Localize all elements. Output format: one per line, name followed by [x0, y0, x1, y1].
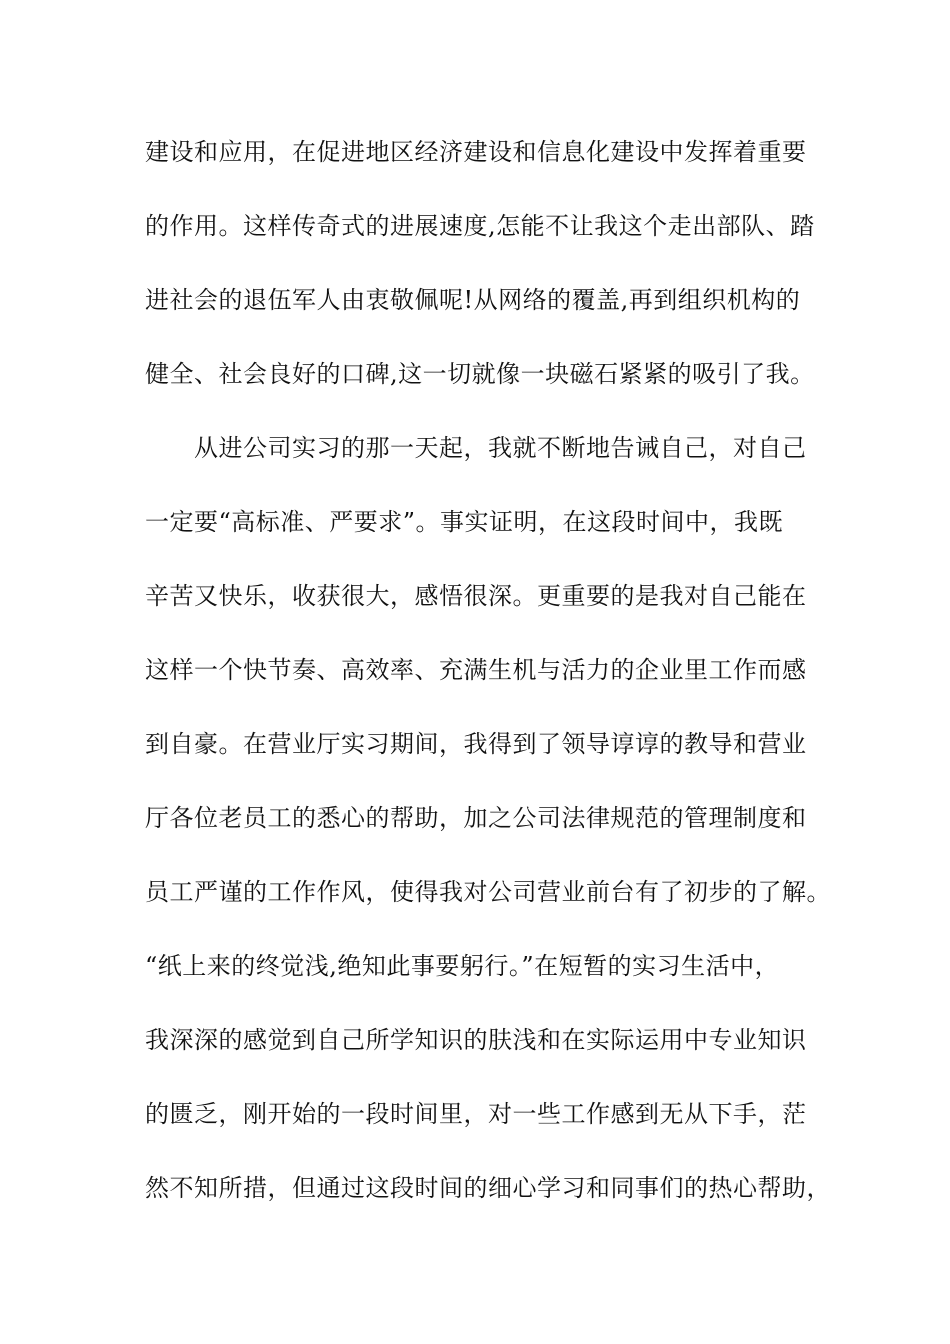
text-line-5: 从进公司实习的那一天起，我就不断地告诫自己，对自己: [145, 434, 807, 462]
text-line-7: 辛苦又快乐，收获很大，感悟很深。更重要的是我对自己能在: [145, 582, 807, 610]
text-line-9: 到自豪。在营业厅实习期间，我得到了领导谆谆的教导和营业: [145, 730, 807, 758]
text-line-13: 我深深的感觉到自己所学知识的肤浅和在实际运用中专业知识: [145, 1026, 807, 1054]
text-line-8: 这样一个快节奏、高效率、充满生机与活力的企业里工作而感: [145, 656, 807, 684]
text-line-2: 的作用。这样传奇式的进展速度,怎能不让我这个走出部队、踏: [145, 212, 815, 240]
text-line-11: 员工严谨的工作作风，使得我对公司营业前台有了初步的了解。: [145, 878, 831, 906]
text-line-4: 健全、社会良好的口碑,这一切就像一块磁石紧紧的吸引了我。: [145, 360, 815, 388]
text-line-10: 厅各位老员工的悉心的帮助，加之公司法律规范的管理制度和: [145, 804, 807, 832]
text-line-1: 建设和应用，在促进地区经济建设和信息化建设中发挥着重要: [145, 138, 807, 166]
text-line-3: 进社会的退伍军人由衷敬佩呢!从网络的覆盖,再到组织机构的: [145, 286, 801, 314]
text-line-6: 一定要“高标准、严要求”。事实证明，在这段时间中，我既: [145, 508, 784, 536]
body-text: [145, 124, 835, 1234]
text-line-14: 的匮乏，刚开始的一段时间里，对一些工作感到无从下手，茫: [145, 1100, 807, 1128]
text-line-15: 然不知所措，但通过这段时间的细心学习和同事们的热心帮助，: [145, 1174, 831, 1202]
text-line-12: “纸上来的终觉浅,绝知此事要躬行。”在短暂的实习生活中，: [145, 952, 780, 980]
